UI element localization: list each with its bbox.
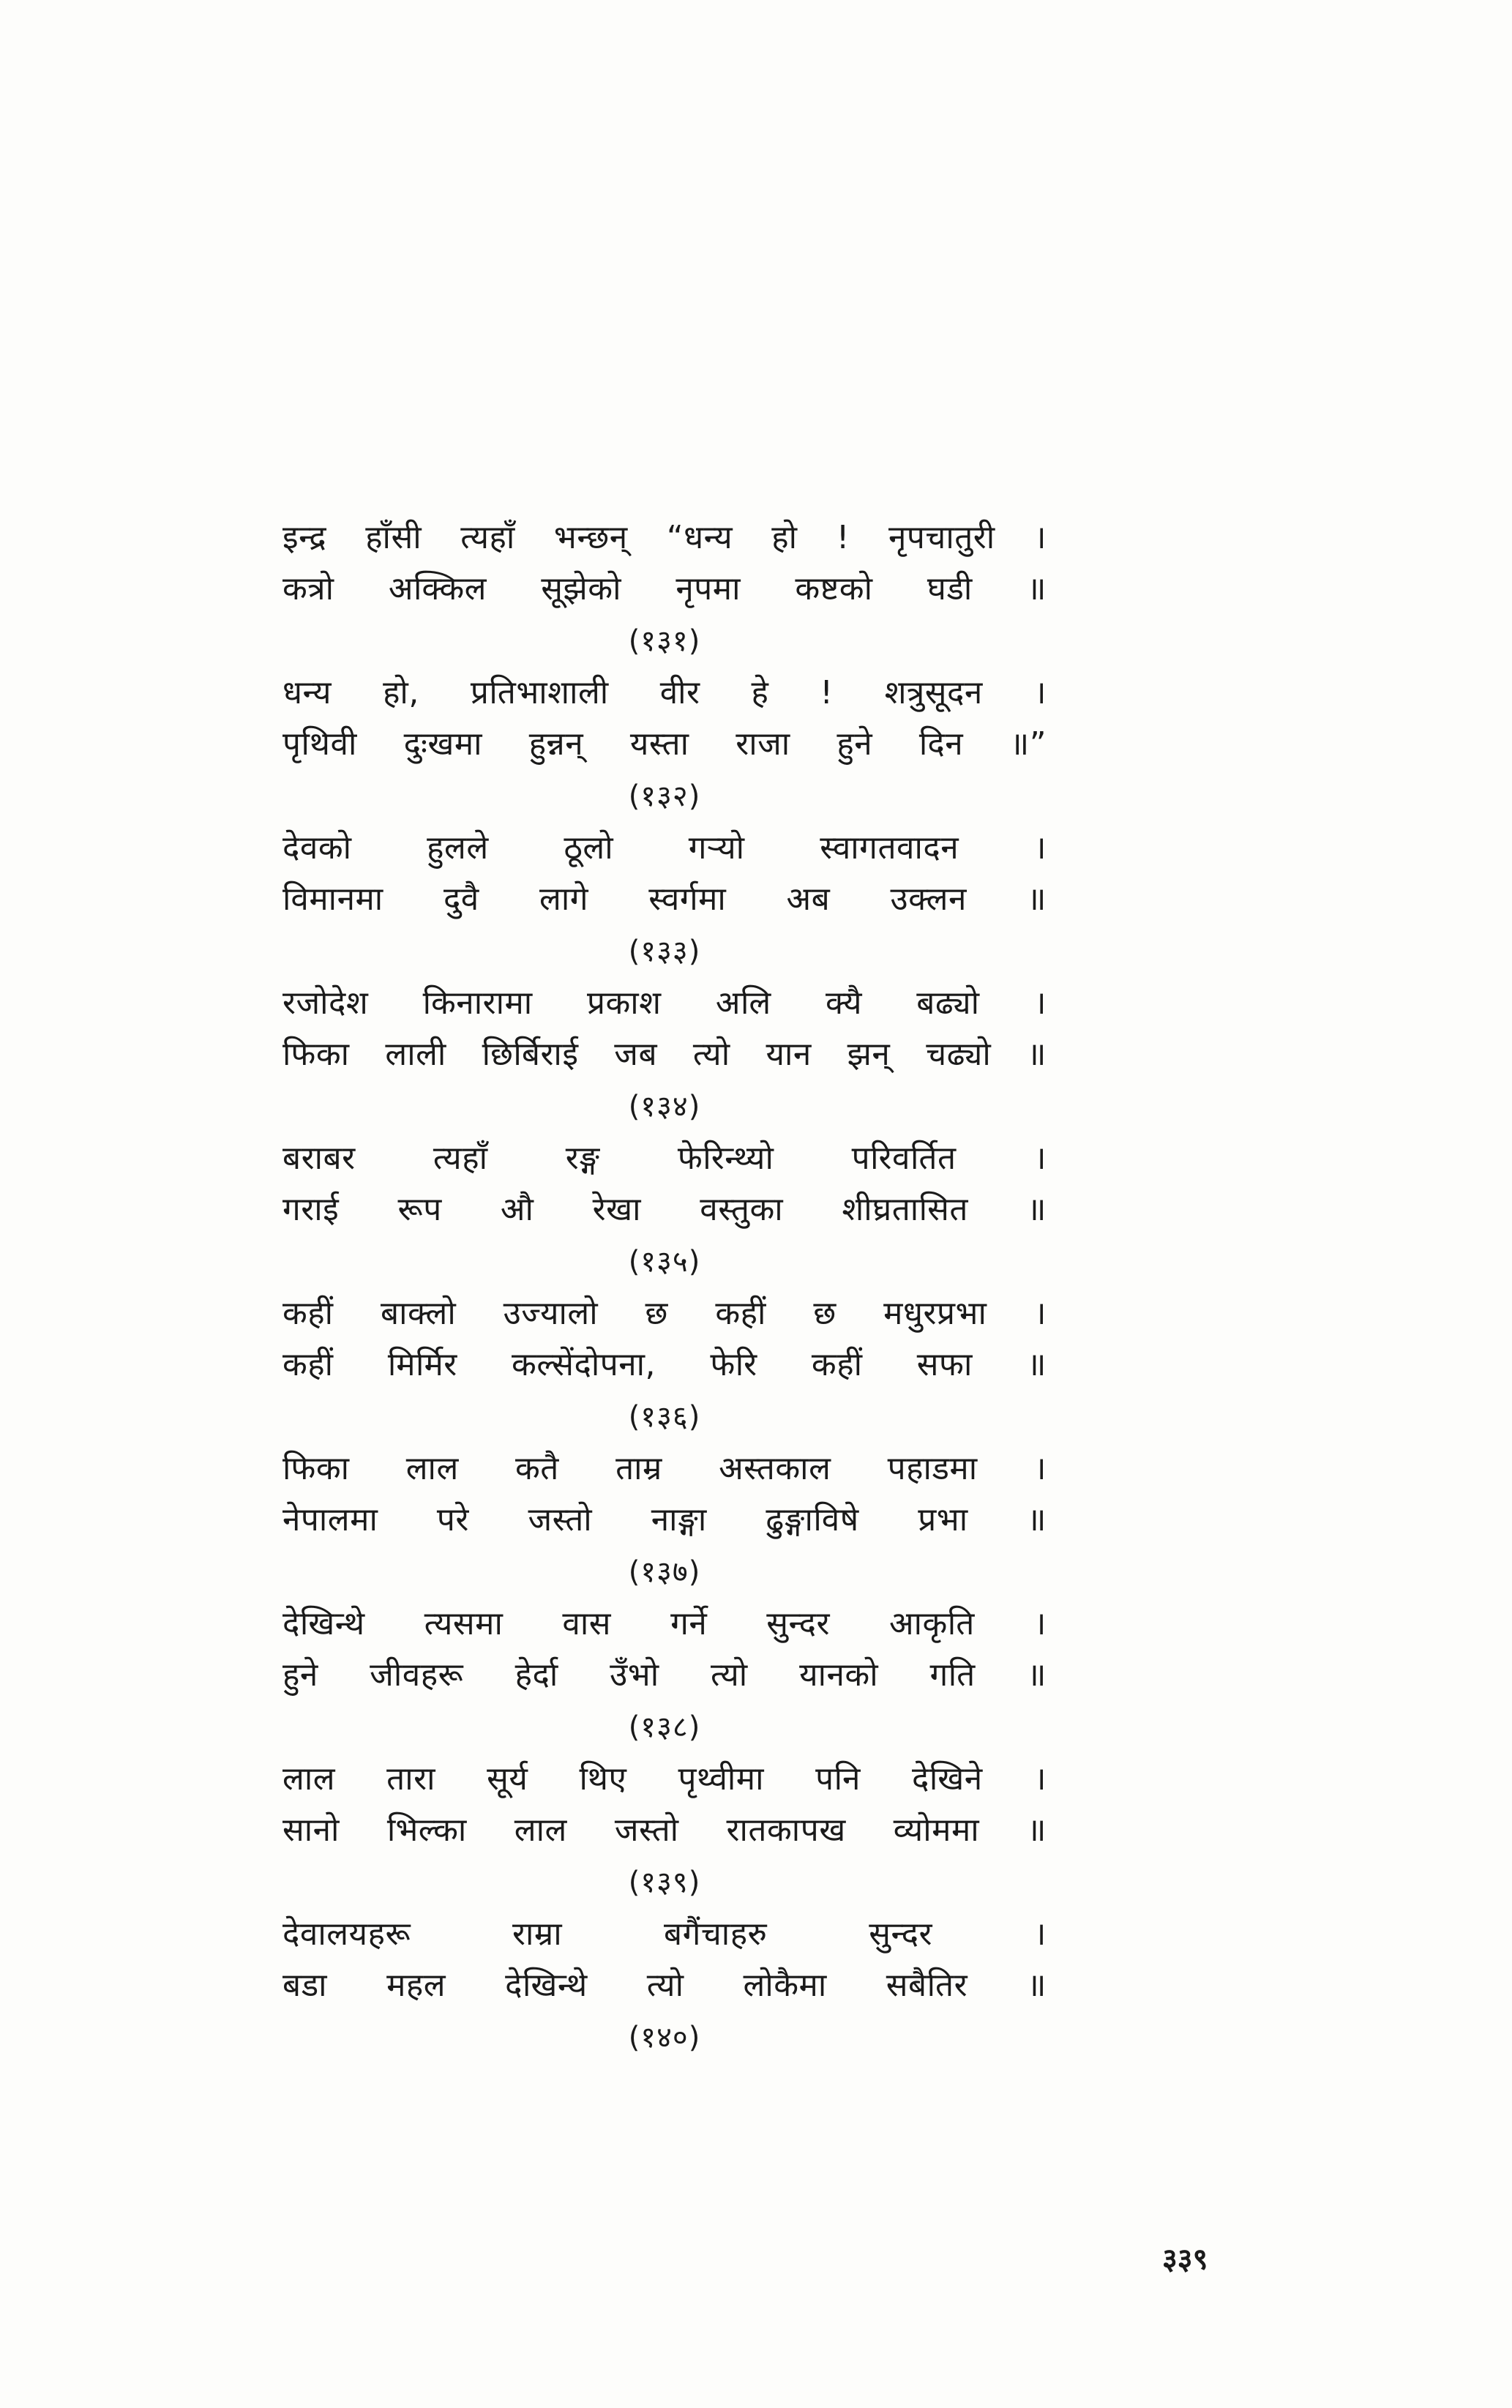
- verse-number: (१३३): [628, 935, 701, 968]
- verse-line: बडा महल देखिन्थे त्यो लोकैमा सबैतिर ॥: [282, 1967, 1047, 2004]
- verse-line: देवको हुलले ठूलो गऱ्यो स्वागतवादन ।: [282, 829, 1047, 867]
- verse-line: फिका लाल कतै ताम्र अस्तकाल पहाडमा ।: [282, 1450, 1047, 1487]
- verse-number: (१३८): [628, 1710, 701, 1744]
- verse-line: नेपालमा परे जस्तो नाङ्गा ढुङ्गाविषे प्रभा ॥: [282, 1501, 1047, 1538]
- stanza-134: [282, 978, 1047, 1133]
- page-number: ३३९: [1162, 2243, 1208, 2276]
- verse-line: लाल तारा सूर्य थिए पृथ्वीमा पनि देखिने ।: [282, 1760, 1047, 1798]
- stanza-137: [282, 1443, 1047, 1599]
- stanza-139: [282, 1754, 1047, 1909]
- verse-line: सानो भिल्का लाल जस्तो रातकापख व्योममा ॥: [282, 1811, 1047, 1849]
- verse-number: (१३५): [628, 1245, 701, 1279]
- verse-number: (१३६): [628, 1400, 701, 1434]
- stanza-136: [282, 1288, 1047, 1443]
- stanza-133: [282, 823, 1047, 978]
- verse-line: कहीं बाक्लो उज्यालो छ कहीं छ मधुरप्रभा ।: [282, 1295, 1047, 1332]
- verse-line: हुने जीवहरू हेर्दा उँभो त्यो यानको गति ॥: [282, 1656, 1047, 1694]
- verse-number: (१३९): [628, 1866, 701, 1899]
- stanza-132: [282, 668, 1047, 823]
- verse-line: कहीं मिर्मिर कल्सेंदोपना, फेरि कहीं सफा ॥: [282, 1346, 1047, 1383]
- verse-line: रजोदेश किनारामा प्रकाश अलि क्यै बढ्यो ।: [282, 984, 1047, 1022]
- verse-line: पृथिवी दुःखमा हुन्नन् यस्ता राजा हुने दिन ॥”: [282, 725, 1047, 763]
- stanza-140: [282, 1909, 1047, 2064]
- verse-line: इन्द्र हाँसी त्यहाँ भन्छन् “धन्य हो ! नृपचातुरी ।: [282, 519, 1047, 556]
- verse-line: बराबर त्यहाँ रङ्ग फेरिन्थ्यो परिवर्तित ।: [282, 1140, 1047, 1177]
- verse-number: (१३७): [628, 1555, 701, 1589]
- verse-line: विमानमा दुवै लागे स्वर्गमा अब उक्लन ॥: [282, 880, 1047, 918]
- verse-number: (१४०): [628, 2021, 701, 2054]
- verse-line: धन्य हो, प्रतिभाशाली वीर हे ! शत्रुसूदन ।: [282, 674, 1047, 711]
- verse-number: (१३४): [628, 1090, 701, 1123]
- verse-line: देखिन्थे त्यसमा वास गर्ने सुन्दर आकृति ।: [282, 1605, 1047, 1642]
- stanza-138: [282, 1599, 1047, 1754]
- verse-line: देवालयहरू राम्रा बगैंचाहरु सुन्दर ।: [282, 1915, 1047, 1953]
- verse-line: कत्रो अक्किल सूझेको नृपमा कष्टको घडी ॥: [282, 570, 1047, 607]
- verse-line: गराई रूप औ रेखा वस्तुका शीघ्रतासित ॥: [282, 1191, 1047, 1228]
- stanza-135: [282, 1133, 1047, 1288]
- verse-number: (१३२): [628, 779, 701, 813]
- verse-line: फिका लाली छिर्बिराई जब त्यो यान झन् चढ्यो ॥: [282, 1036, 1047, 1073]
- verse-number: (१३१): [628, 624, 701, 658]
- poem-block: [282, 512, 1047, 2064]
- stanza-131: [282, 512, 1047, 668]
